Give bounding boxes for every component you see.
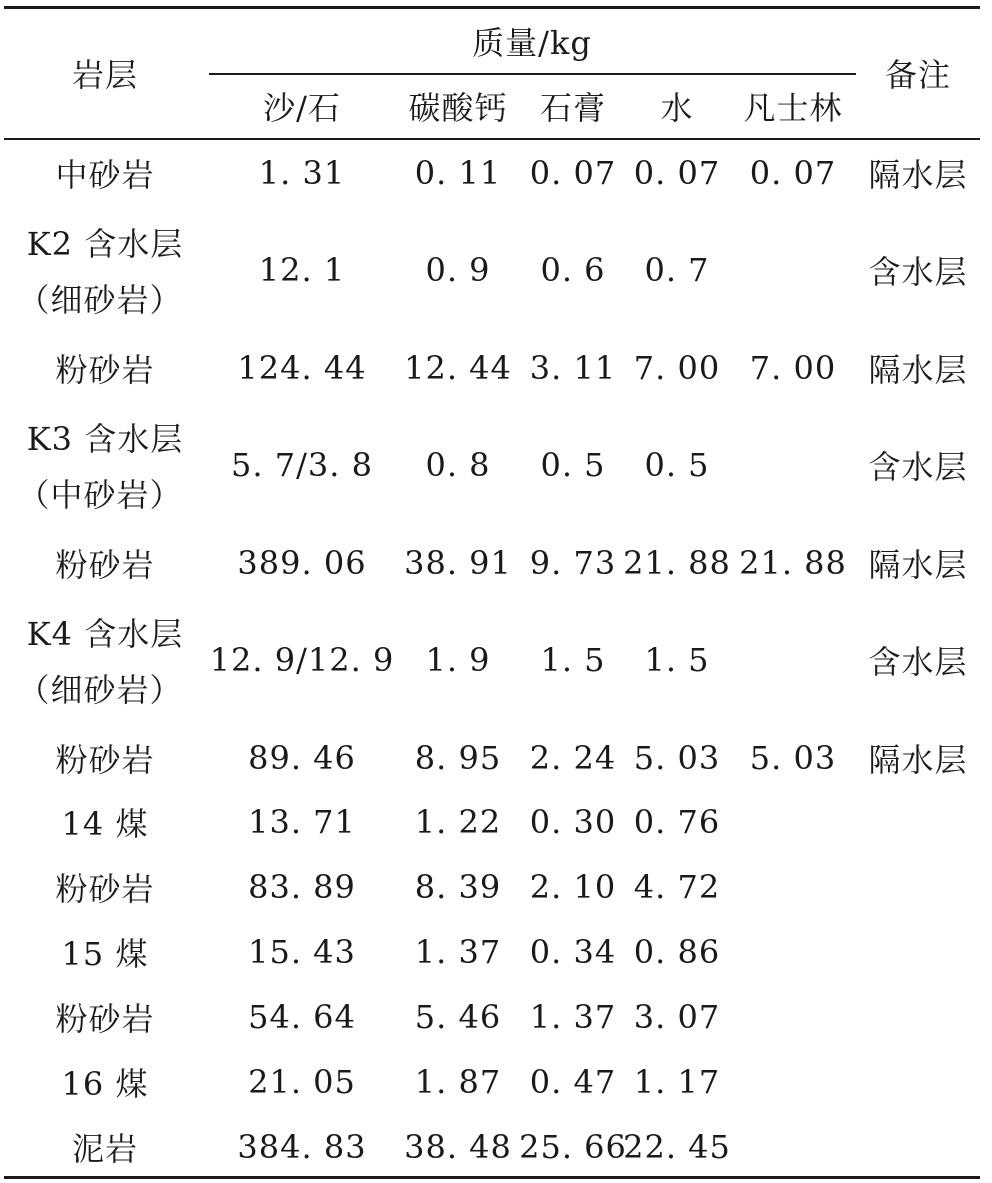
table-cell-gypsum: 0. 5 [540, 446, 606, 484]
table-cell-water: 21. 88 [623, 544, 731, 582]
table-cell-caco3: 8. 39 [414, 868, 502, 906]
table-cell-caco3: 8. 95 [414, 739, 502, 777]
header-col-vaseline: 凡士林 [743, 89, 843, 127]
table-cell-note: 隔水层 [868, 741, 968, 779]
table-cell-water: 0. 5 [644, 446, 710, 484]
table-cell-gypsum: 3. 11 [529, 349, 617, 387]
table-cell-vaseline: 5. 03 [749, 739, 837, 777]
table-cell-gypsum: 0. 34 [529, 933, 617, 971]
table-cell-layer: 粉砂岩 [55, 546, 155, 584]
table-cell-layer: 粉砂岩 [55, 741, 155, 779]
table-cell-sand: 389. 06 [237, 544, 367, 582]
table-cell-caco3: 0. 9 [425, 251, 491, 289]
table-cell-caco3: 0. 11 [414, 154, 502, 192]
table-cell-caco3: 38. 91 [404, 544, 512, 582]
group-rule [209, 73, 856, 75]
table-cell-gypsum: 0. 6 [540, 251, 606, 289]
table-cell-gypsum: 1. 5 [540, 641, 606, 679]
table-cell-water: 4. 72 [633, 868, 721, 906]
table-cell-layer: K2 含水层 [26, 225, 184, 263]
table-cell-sand: 15. 43 [248, 933, 356, 971]
table-cell-sand: 384. 83 [237, 1128, 367, 1166]
table-cell-gypsum: 25. 66 [519, 1128, 627, 1166]
table-cell-water: 1. 17 [633, 1063, 721, 1101]
table-cell-sand: 21. 05 [248, 1063, 356, 1101]
table-cell-caco3: 5. 46 [414, 998, 502, 1036]
table-cell-layer: 粉砂岩 [55, 870, 155, 908]
header-col-water: 水 [660, 89, 694, 127]
table-cell-caco3: 0. 8 [425, 446, 491, 484]
table-cell-sand: 12. 9/12. 9 [209, 641, 395, 679]
table-cell-caco3: 38. 48 [404, 1128, 512, 1166]
table-cell-water: 22. 45 [623, 1128, 731, 1166]
table-cell-gypsum: 2. 10 [529, 868, 617, 906]
table-cell-caco3: 1. 9 [425, 641, 491, 679]
table-cell-layer: 16 煤 [61, 1065, 149, 1103]
header-mass-group: 质量/kg [472, 24, 592, 62]
table-cell-water: 5. 03 [633, 739, 721, 777]
table-cell-sand: 54. 64 [248, 998, 356, 1036]
table-cell-layer: 粉砂岩 [55, 1000, 155, 1038]
table-cell-sand: 124. 44 [237, 349, 367, 387]
header-col-sand: 沙/石 [263, 89, 341, 127]
table-cell-sand: 1. 31 [258, 154, 346, 192]
table-cell-gypsum: 0. 30 [529, 803, 617, 841]
table-cell-gypsum: 2. 24 [529, 739, 617, 777]
table-cell-sand: 13. 71 [248, 803, 356, 841]
table-cell-caco3: 1. 37 [414, 933, 502, 971]
table-cell-caco3: 12. 44 [404, 349, 512, 387]
table-cell-layer: K3 含水层 [26, 420, 184, 458]
table-cell-vaseline: 21. 88 [739, 544, 847, 582]
table-cell-vaseline: 0. 07 [749, 154, 837, 192]
header-col-caco3: 碳酸钙 [408, 89, 508, 127]
table-cell-gypsum: 9. 73 [529, 544, 617, 582]
table-cell-layer: 泥岩 [71, 1130, 139, 1168]
table-cell-sand: 12. 1 [258, 251, 346, 289]
table-cell-sand: 83. 89 [248, 868, 356, 906]
table-cell-caco3: 1. 87 [414, 1063, 502, 1101]
table-cell-layer: 粉砂岩 [55, 351, 155, 389]
table-cell-note: 含水层 [868, 253, 968, 291]
table-cell-water: 0. 76 [633, 803, 721, 841]
table-cell-layer-sub: （细砂岩） [17, 281, 183, 319]
table-cell-gypsum: 1. 37 [529, 998, 617, 1036]
table-cell-water: 7. 00 [633, 349, 721, 387]
table-cell-layer: K4 含水层 [26, 615, 184, 653]
header-layer: 岩层 [71, 56, 139, 94]
table-cell-water: 1. 5 [644, 641, 710, 679]
table-cell-layer-sub: （中砂岩） [17, 476, 183, 514]
table-cell-layer: 15 煤 [61, 935, 149, 973]
table-cell-note: 隔水层 [868, 351, 968, 389]
header-rule [4, 138, 980, 140]
table-cell-note: 含水层 [868, 448, 968, 486]
table-cell-vaseline: 7. 00 [749, 349, 837, 387]
table-cell-gypsum: 0. 47 [529, 1063, 617, 1101]
table-cell-water: 3. 07 [633, 998, 721, 1036]
table-cell-layer: 中砂岩 [55, 156, 155, 194]
top-rule [4, 6, 980, 9]
table-cell-sand: 5. 7/3. 8 [231, 446, 373, 484]
table-cell-note: 含水层 [868, 643, 968, 681]
table-cell-caco3: 1. 22 [414, 803, 502, 841]
header-note: 备注 [884, 56, 952, 94]
table-cell-note: 隔水层 [868, 546, 968, 584]
header-col-gypsum: 石膏 [539, 89, 607, 127]
table-cell-gypsum: 0. 07 [529, 154, 617, 192]
table-cell-note: 隔水层 [868, 156, 968, 194]
table-cell-layer-sub: （细砂岩） [17, 671, 183, 709]
table-cell-sand: 89. 46 [248, 739, 356, 777]
table-cell-water: 0. 7 [644, 251, 710, 289]
table-cell-water: 0. 86 [633, 933, 721, 971]
bottom-rule [4, 1176, 980, 1179]
table-cell-water: 0. 07 [633, 154, 721, 192]
table-cell-layer: 14 煤 [61, 805, 149, 843]
